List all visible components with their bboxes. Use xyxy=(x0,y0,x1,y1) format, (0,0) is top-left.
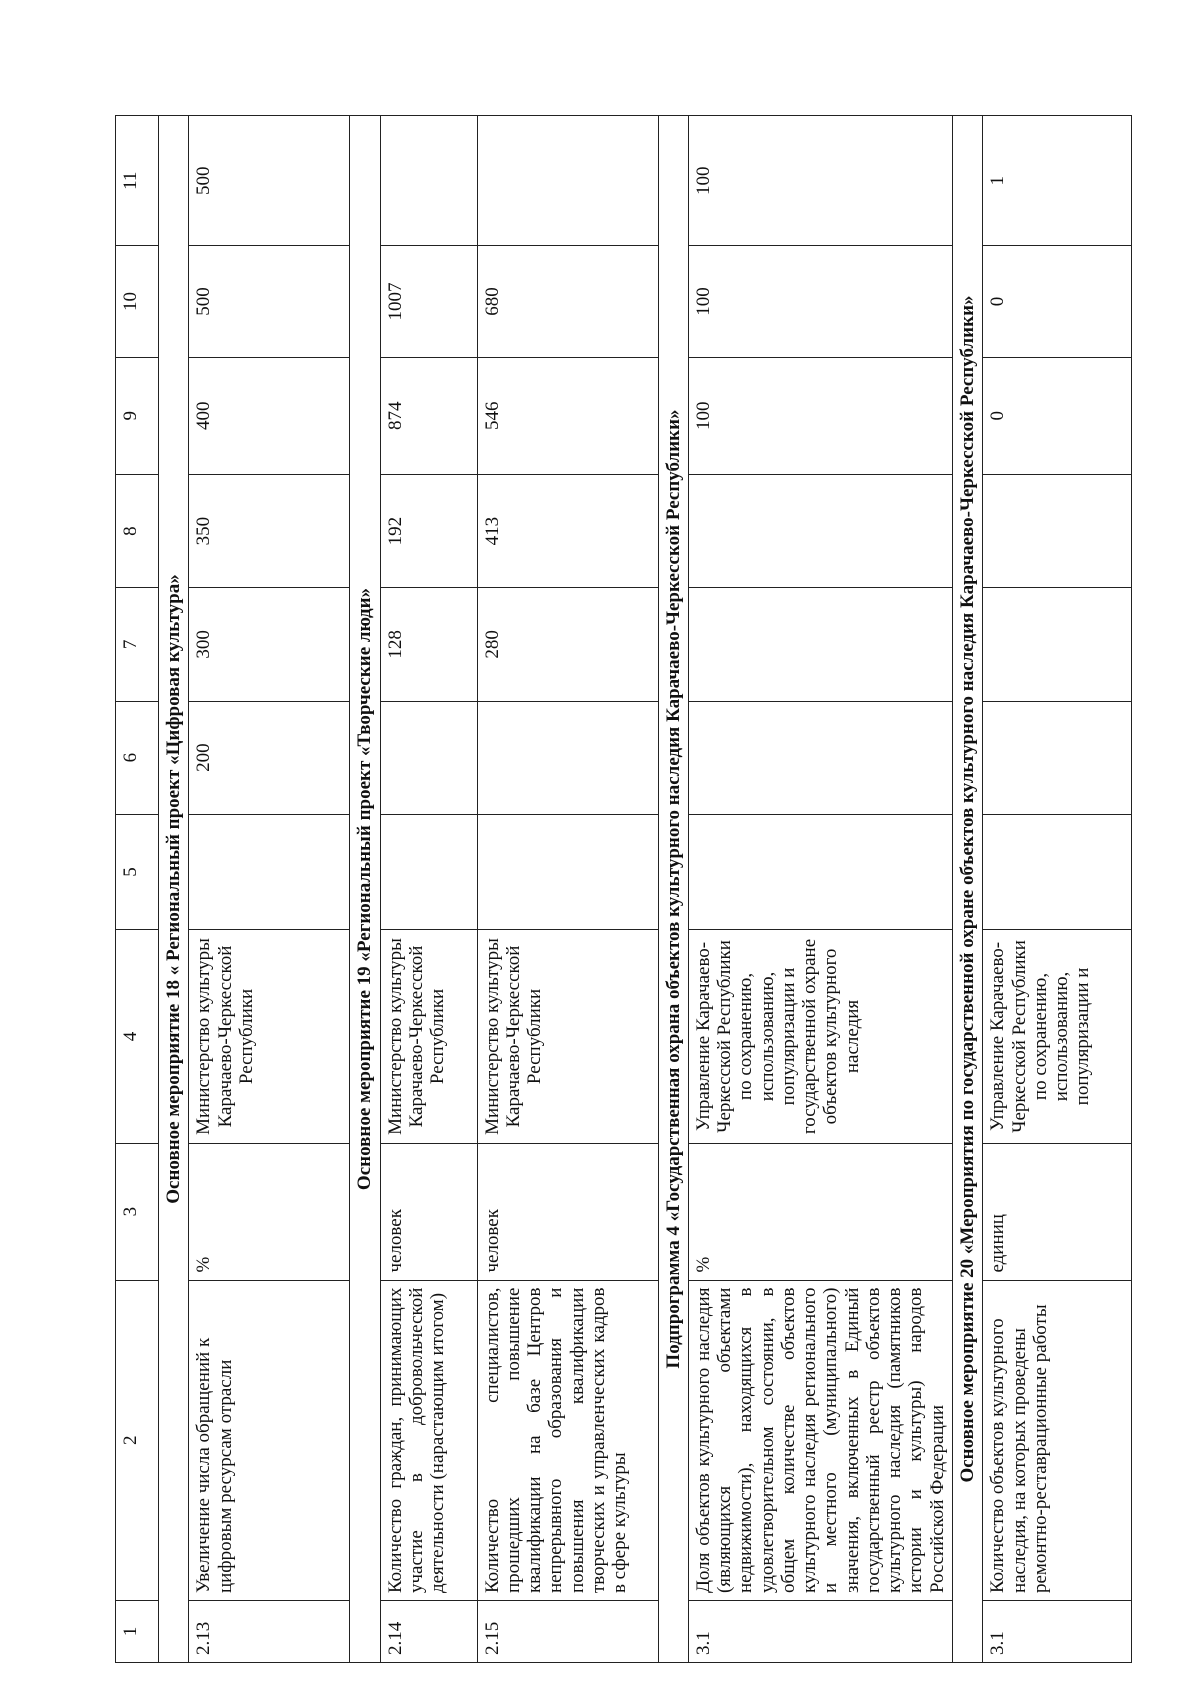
indicator-name: Количество объектов культурного наследия, на которых проведены ремонтно-реставрационные работы xyxy=(983,1280,1132,1601)
document-page xyxy=(40,40,1160,1657)
executor-cell: Министерство культуры Карачаево-Черкесской Республики xyxy=(189,930,350,1144)
header-col-11: 11 xyxy=(116,116,159,246)
row-number: 2.14 xyxy=(380,1601,477,1663)
header-col-5: 5 xyxy=(116,814,159,929)
unit-cell: единиц xyxy=(983,1143,1132,1280)
value-col-6 xyxy=(477,701,658,814)
value-col-8: 413 xyxy=(477,475,658,588)
header-col-2: 2 xyxy=(116,1280,159,1601)
unit-cell: человек xyxy=(380,1143,477,1280)
value-col-5 xyxy=(688,814,952,929)
table-row-2-13 xyxy=(189,116,350,1663)
row-number: 3.1 xyxy=(688,1601,952,1663)
header-col-8: 8 xyxy=(116,475,159,588)
indicators-table xyxy=(115,115,1132,1663)
section-title-20: Основное мероприятие 20 «Мероприятия по государственной охране объектов культурного наследия Карачаево-Черкесской Республики» xyxy=(952,116,982,1663)
indicator-name: Увеличение числа обращений к цифровым ресурсам отрасли xyxy=(189,1280,350,1601)
table-row-3-1 xyxy=(688,116,952,1663)
indicator-name: Количество граждан, принимающих участие в добровольческой деятельности (нарастающим итогом) xyxy=(380,1280,477,1601)
header-col-7: 7 xyxy=(116,588,159,701)
executor-cell: Министерство культуры Карачаево-Черкесской Республики xyxy=(380,930,477,1144)
value-col-11: 100 xyxy=(688,116,952,246)
value-col-5 xyxy=(477,814,658,929)
indicator-name: Количество специалистов, прошедших повышение квалификации на базе Центров непрерывного образования и повышения квалификации творческих и управленческих кадров в сфере культуры xyxy=(477,1280,658,1601)
header-col-4: 4 xyxy=(116,930,159,1144)
executor-cell: Управление Карачаево-Черкесской Республики по сохранению, использованию, популяризации и государственной охране объектов культурного наследия xyxy=(688,930,952,1144)
value-col-10: 680 xyxy=(477,246,658,357)
value-col-5 xyxy=(380,814,477,929)
value-col-6 xyxy=(380,701,477,814)
unit-cell: человек xyxy=(477,1143,658,1280)
value-col-6 xyxy=(983,701,1132,814)
value-col-10: 500 xyxy=(189,246,350,357)
value-col-10: 0 xyxy=(983,246,1132,357)
row-number: 2.13 xyxy=(189,1601,350,1663)
value-col-9: 546 xyxy=(477,357,658,475)
table-row-2-15 xyxy=(477,116,658,1663)
value-col-11: 1 xyxy=(983,116,1132,246)
executor-cell: Министерство культуры Карачаево-Черкесской Республики xyxy=(477,930,658,1144)
value-col-7 xyxy=(688,588,952,701)
value-col-5 xyxy=(983,814,1132,929)
rotated-table-container xyxy=(115,115,1115,1663)
value-col-6 xyxy=(688,701,952,814)
header-col-3: 3 xyxy=(116,1143,159,1280)
value-col-7: 300 xyxy=(189,588,350,701)
row-number: 3.1 xyxy=(983,1601,1132,1663)
value-col-5 xyxy=(189,814,350,929)
value-col-7 xyxy=(983,588,1132,701)
value-col-7: 128 xyxy=(380,588,477,701)
value-col-11: 500 xyxy=(189,116,350,246)
value-col-9: 874 xyxy=(380,357,477,475)
value-col-7: 280 xyxy=(477,588,658,701)
unit-cell: % xyxy=(688,1143,952,1280)
header-col-1: 1 xyxy=(116,1601,159,1663)
value-col-11 xyxy=(380,116,477,246)
header-col-9: 9 xyxy=(116,357,159,475)
header-col-10: 10 xyxy=(116,246,159,357)
subprogram-title-4: Подпрограмма 4 «Государственная охрана объектов культурного наследия Карачаево-Черкесской Республики» xyxy=(658,116,688,1663)
section-title-19: Основное мероприятие 19 «Региональный проект «Творческие люди» xyxy=(350,116,380,1663)
executor-cell: Управление Карачаево-Черкесской Республики по сохранению, использованию, популяризации и xyxy=(983,930,1132,1144)
value-col-8 xyxy=(688,475,952,588)
row-number: 2.15 xyxy=(477,1601,658,1663)
table-row-3-1-b xyxy=(983,116,1132,1663)
value-col-10: 1007 xyxy=(380,246,477,357)
section-row-19 xyxy=(350,116,380,1663)
unit-cell: % xyxy=(189,1143,350,1280)
value-col-9: 0 xyxy=(983,357,1132,475)
value-col-10: 100 xyxy=(688,246,952,357)
indicator-name: Доля объектов культурного наследия (являющихся объектами недвижимости), находящихся в удовлетворительном состоянии, в общем количестве объектов культурного наследия регионального и местного (муниципального) значения, включенных в Единый государственный реестр объектов культурного наследия (памятников истории и культуры) народов Российской Федерации xyxy=(688,1280,952,1601)
value-col-6: 200 xyxy=(189,701,350,814)
value-col-9: 400 xyxy=(189,357,350,475)
section-row-20 xyxy=(952,116,982,1663)
subprogram-row-4 xyxy=(658,116,688,1663)
section-title-18: Основное мероприятие 18 « Региональный проект «Цифровая культура» xyxy=(159,116,189,1663)
table-row-2-14 xyxy=(380,116,477,1663)
value-col-8 xyxy=(983,475,1132,588)
value-col-8: 192 xyxy=(380,475,477,588)
value-col-9: 100 xyxy=(688,357,952,475)
value-col-8: 350 xyxy=(189,475,350,588)
section-row-18 xyxy=(159,116,189,1663)
column-number-header xyxy=(116,116,159,1663)
value-col-11 xyxy=(477,116,658,246)
header-col-6: 6 xyxy=(116,701,159,814)
